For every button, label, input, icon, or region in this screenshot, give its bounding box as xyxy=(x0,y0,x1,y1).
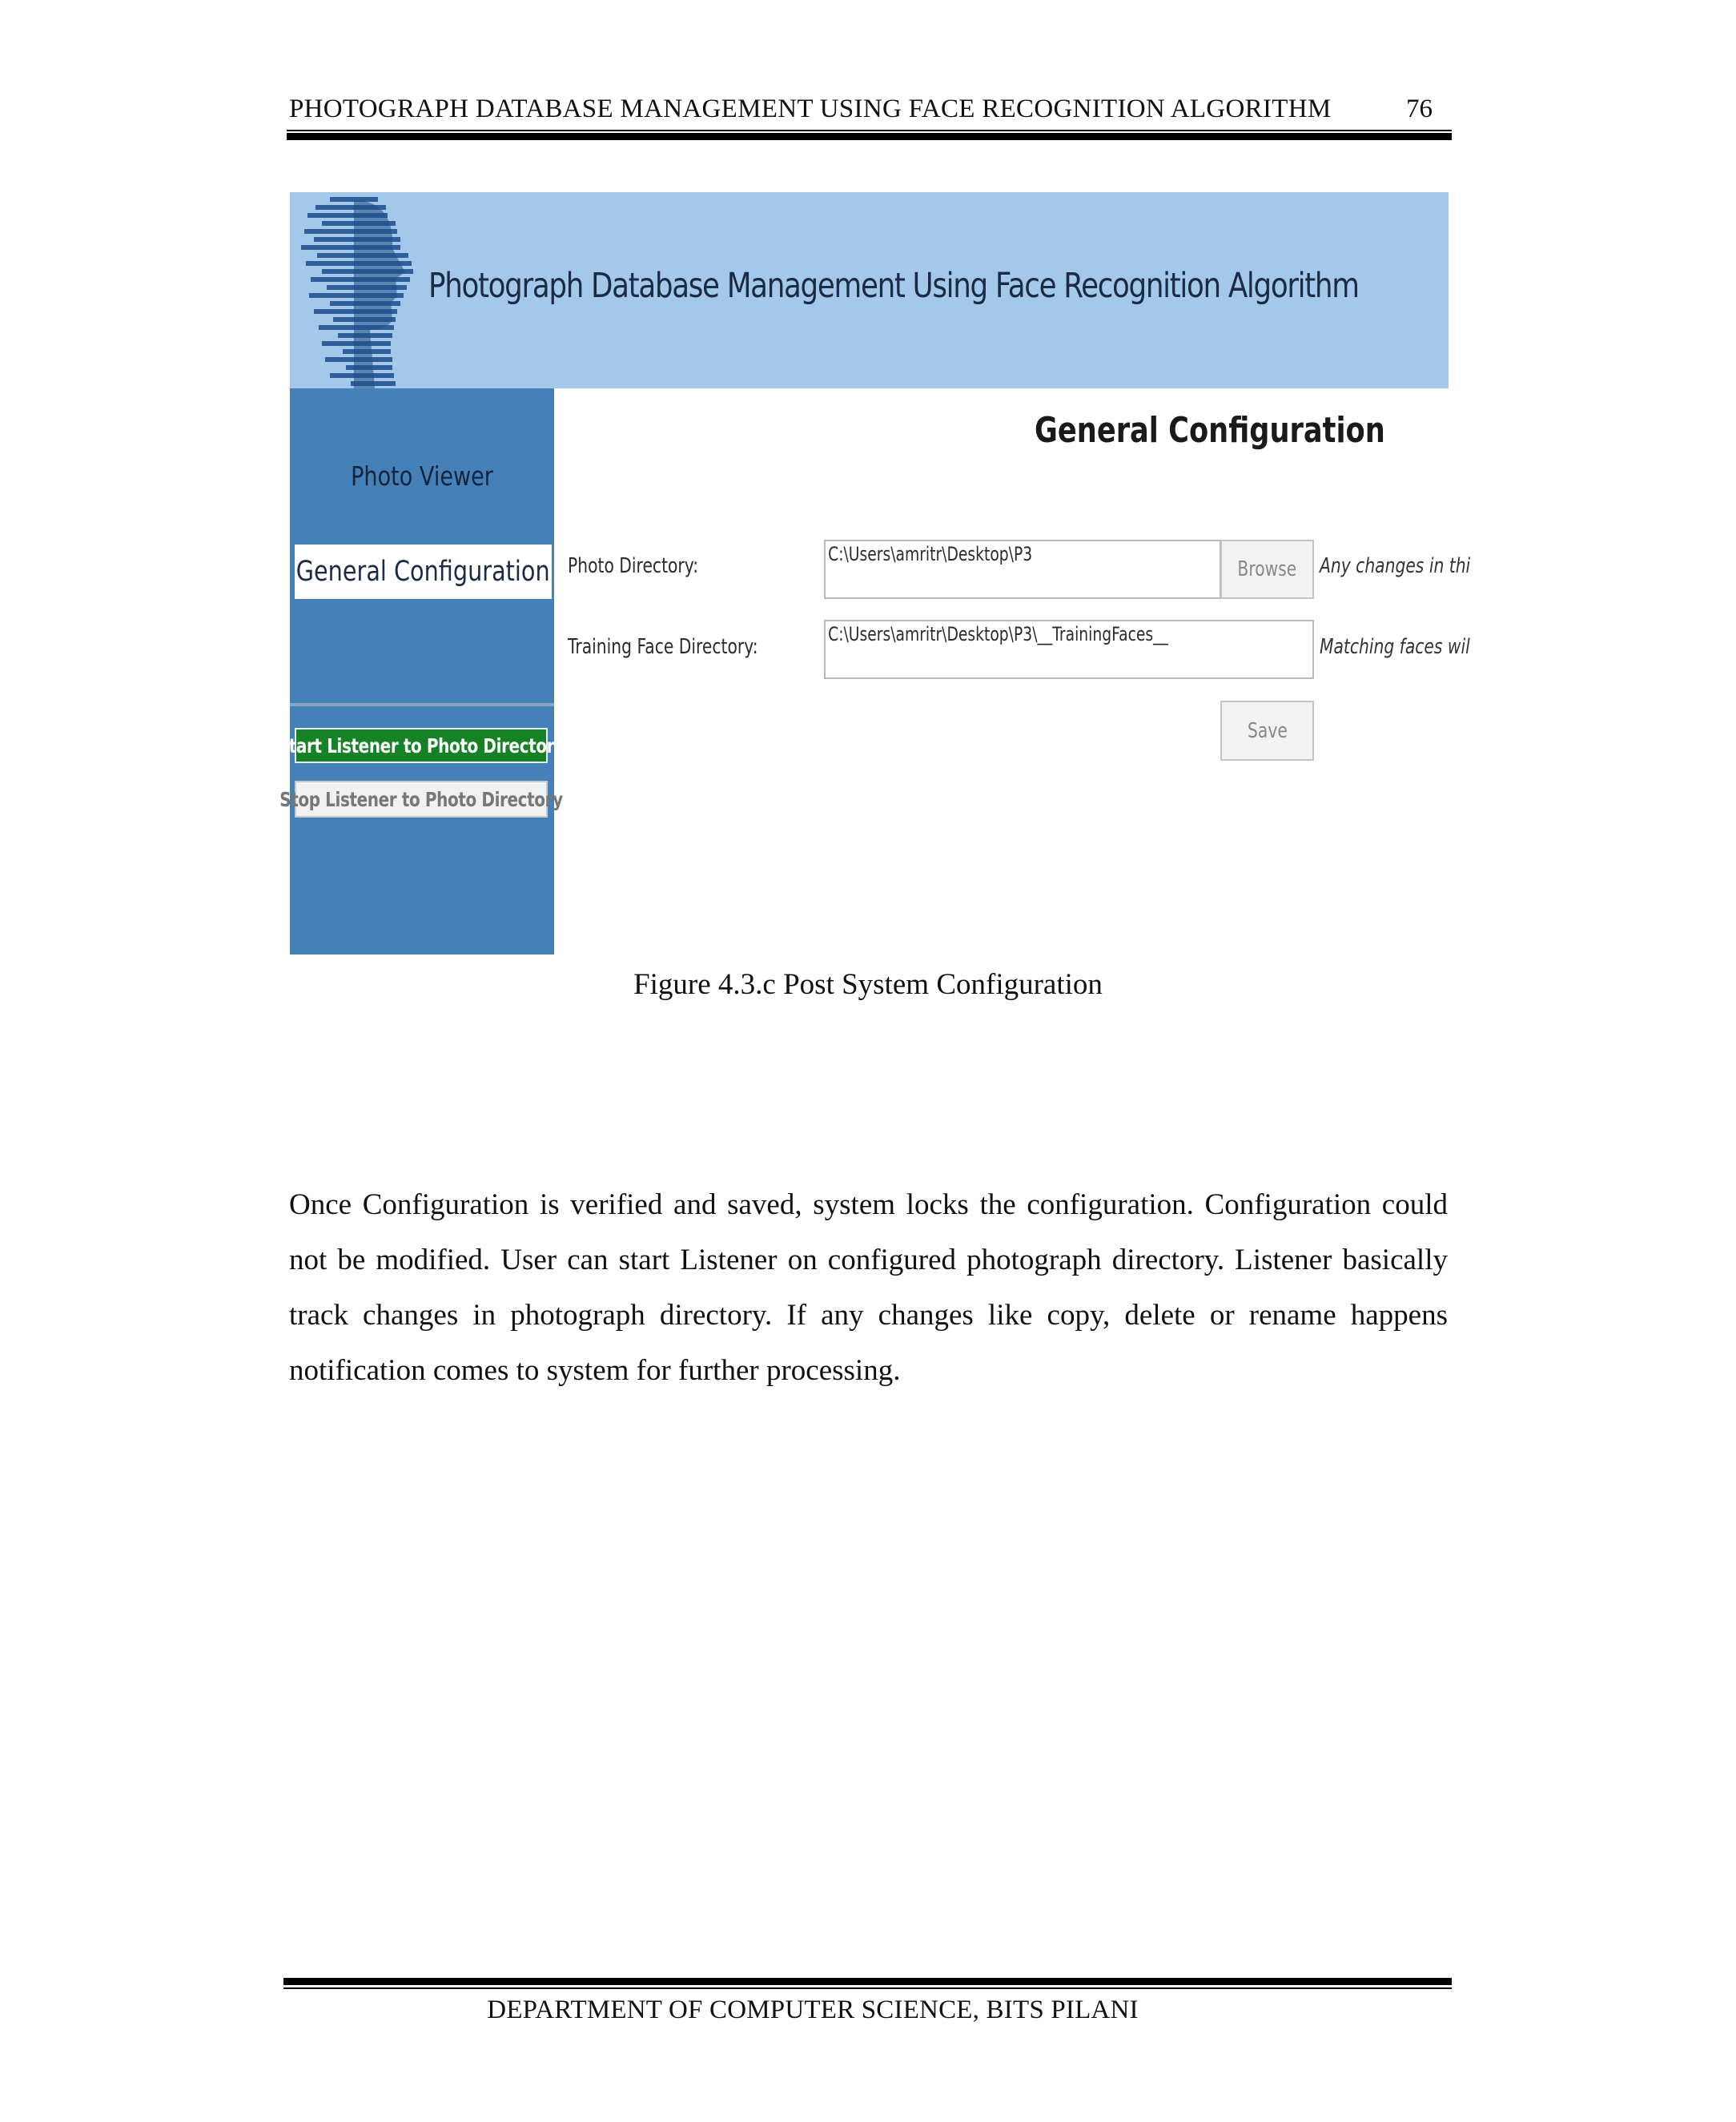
face-profile-icon xyxy=(298,192,418,388)
photo-directory-label: Photo Directory: xyxy=(568,554,699,578)
header-rule xyxy=(287,130,1452,131)
training-directory-value: C:\Users\amritr\Desktop\P3\__TrainingFaces__ xyxy=(828,623,1168,645)
photo-directory-hint: Any changes in thi xyxy=(1320,554,1471,578)
start-listener-button[interactable] xyxy=(278,728,565,763)
app-screenshot-figure xyxy=(278,192,1471,954)
figure-caption: Figure 4.3.c Post System Configuration xyxy=(633,968,1103,1001)
training-directory-hint: Matching faces wil xyxy=(1320,635,1470,659)
stop-listener-button[interactable] xyxy=(279,781,563,818)
start-listener-label: Start Listener to Photo Directory xyxy=(278,733,565,758)
header-rule-thick xyxy=(287,133,1452,140)
body-paragraph: Once Configuration is verified and saved, system locks the configuration. Configuration could not be modified. User can start Listener on configured photograph directory. Listener basically track changes in photograph directory. If any changes like copy, delete or rename happens notification comes to system for further processing. xyxy=(289,1188,1448,1387)
app-sidebar xyxy=(278,388,565,954)
nav-general-configuration[interactable] xyxy=(295,545,552,599)
footer-rule xyxy=(283,1987,1452,1989)
browse-button[interactable] xyxy=(1220,540,1314,599)
photo-directory-field[interactable] xyxy=(824,540,1221,599)
page-number: 76 xyxy=(1406,94,1433,123)
sidebar-divider xyxy=(290,703,554,706)
running-header-title: PHOTOGRAPH DATABASE MANAGEMENT USING FACE RECOGNITION ALGORITHM xyxy=(289,94,1332,123)
running-footer: DEPARTMENT OF COMPUTER SCIENCE, BITS PILANI xyxy=(487,1995,1139,2024)
stop-listener-label: Stop Listener to Photo Directory xyxy=(279,787,563,811)
nav-general-configuration-label: General Configuration xyxy=(296,556,550,588)
browse-label: Browse xyxy=(1237,557,1297,581)
app-title: Photograph Database Management Using Face Recognition Algorithm xyxy=(428,266,1359,306)
config-heading: General Configuration xyxy=(1035,410,1385,451)
training-directory-field[interactable] xyxy=(824,620,1314,679)
nav-photo-viewer[interactable]: Photo Viewer xyxy=(351,460,493,492)
training-directory-label: Training Face Directory: xyxy=(568,635,758,659)
footer-rule-thick xyxy=(283,1978,1452,1985)
photo-directory-value: C:\Users\amritr\Desktop\P3 xyxy=(828,543,1033,565)
app-banner xyxy=(290,192,1449,388)
save-button[interactable] xyxy=(1220,701,1314,761)
save-label: Save xyxy=(1247,718,1288,743)
